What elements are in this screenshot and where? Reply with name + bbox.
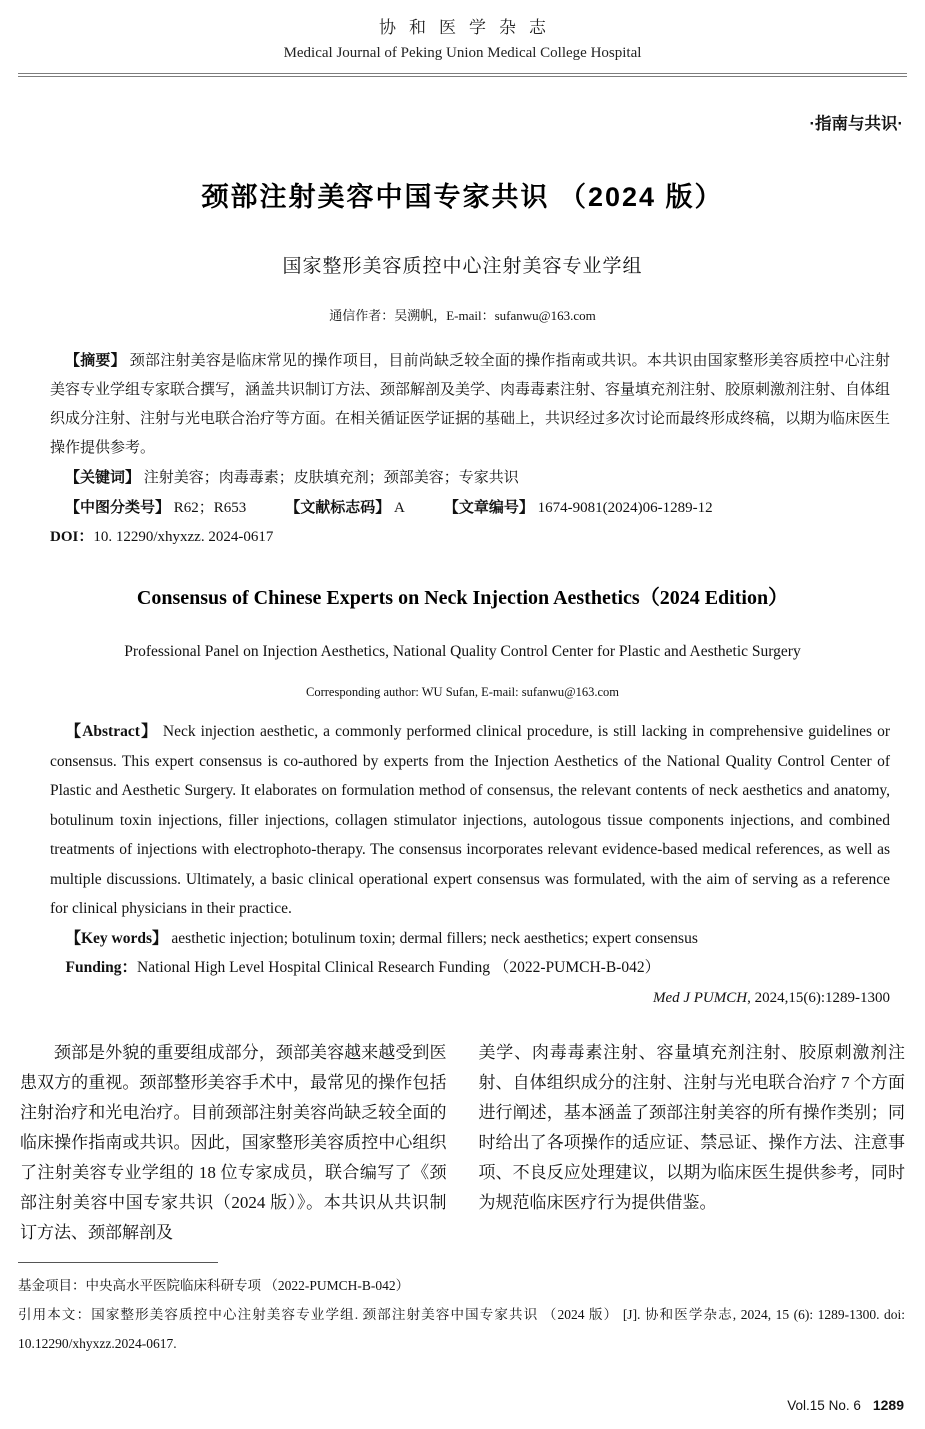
body-columns <box>20 1038 905 1248</box>
corresponding-author-cn: 通信作者：吴溯帆，E-mail：sufanwu@163.com <box>329 308 596 323</box>
journal-title-en: Medical Journal of Peking Union Medical College Hospital <box>283 45 642 61</box>
keywords-cn: 注射美容；肉毒毒素；皮肤填充剂；颈部美容；专家共识 <box>140 470 519 486</box>
doi-label: DOI： <box>50 529 94 545</box>
abstract-en <box>50 717 890 924</box>
clc-label: 【中图分类号】 <box>65 499 171 516</box>
author-group-cn: 国家整形美容质控中心注射美容专业学组 <box>282 256 643 277</box>
body-column-left <box>20 1038 447 1248</box>
funding-en: National High Level Hospital Clinical Research Funding （2022-PUMCH-B-042） <box>137 959 661 976</box>
abstract-label-cn: 【摘要】 <box>65 352 126 369</box>
clc-value: R62；R653 <box>170 500 247 516</box>
classification-line <box>50 493 890 523</box>
funding-line-en <box>50 953 890 983</box>
keywords-line-cn <box>50 463 890 493</box>
page-number: 1289 <box>872 1397 904 1413</box>
header-double-rule <box>18 73 907 77</box>
keywords-en: aesthetic injection; botulinum toxin; dermal fillers; neck aesthetics; expert consensus <box>167 929 698 947</box>
abstract-block-en <box>50 717 890 1013</box>
abstract-label-en: 【Abstract】 <box>65 723 158 740</box>
body-paragraph-left: 颈部是外貌的重要组成部分，颈部美容越来越受到医患双方的重视。颈部整形美容手术中，最常见的操作包括注射治疗和光电治疗。目前颈部注射美容尚缺乏较全面的临床操作指南或共识。因此，国家整形美容质控中心组织了注射美容专业学组的 18 位专家成员，联合编写了《颈部注射美容中国专家共识（2024 版）》。本共识从共识制订方法、颈部解剖及 <box>20 1043 447 1242</box>
doi-line <box>50 523 890 552</box>
keywords-line-en <box>50 924 890 954</box>
article-title-cn: 颈部注射美容中国专家共识 （2024 版） <box>201 182 724 212</box>
abstract-text-cn: 颈部注射美容是临床常见的操作项目，目前尚缺乏较全面的操作指南或共识。本共识由国家整形美容质控中心注射美容专业学组专家联合撰写，涵盖共识制订方法、颈部解剖及美学、肉毒毒素注射、容量填充剂注射、胶原刺激剂注射、自体组织成分注射、注射与光电联合治疗等方面。在相关循证医学证据的基础上，共识经过多次讨论而最终形成终稿，以期为临床医生操作提供参考。 <box>50 353 891 456</box>
volume-issue: Vol.15 No. 6 <box>787 1398 861 1413</box>
journal-title-cn: 协和医学杂志 <box>379 18 559 37</box>
doc-code-label: 【文献标志码】 <box>285 499 391 516</box>
abstract-text-en: Neck injection aesthetic, a commonly performed clinical procedure, is still lacking in comprehensive guidelines or consensus. This expert consensus is co-authored by experts from the Injection Aesthetics of the National Quality Control Center of Plastic and Aesthetic Surgery. It elaborates on formulation method of consensus, the relevant contents of neck aesthetics and anatomy, botulinum toxin injections, filler injections, collagen stimulator injections, autologous tissue components injections, and combined treatments of injections with electrophoto-therapy. The consensus incorporates relevant evidence-based medical references, as well as multiple discussions. Ultimately, a basic clinical operational expert consensus was formulated, with the aim of serving as a reference for clinical physicians in their practice. <box>50 723 890 917</box>
citation-journal-name: Med J PUMCH <box>652 989 748 1006</box>
footnote-area <box>0 1262 925 1358</box>
doi-value: 10. 12290/xhyxzz. 2024-0617 <box>93 529 274 545</box>
abstract-block-cn <box>50 346 890 552</box>
article-no-value: 1674-9081(2024)06-1289-12 <box>533 500 713 516</box>
keywords-label-en: 【Key words】 <box>65 929 168 947</box>
funding-label-en: Funding： <box>65 959 138 976</box>
body-column-right <box>479 1038 906 1248</box>
article-no-label: 【文章编号】 <box>443 499 534 516</box>
footnote-citation: 引用本文：国家整形美容质控中心注射美容专业学组. 颈部注射美容中国专家共识 （2024 版） [J]. 协和医学杂志, 2024, 15 (6): 1289-1300. doi: 10.12290/xhyxzz.2024-0617. <box>18 1307 905 1351</box>
doc-code-value: A <box>390 500 405 516</box>
body-paragraph-right: 美学、肉毒毒素注射、容量填充剂注射、胶原刺激剂注射、自体组织成分的注射、注射与光电联合治疗 7 个方面进行阐述，基本涵盖了颈部注射美容的所有操作类别；同时给出了各项操作的适应证、禁忌证、操作方法、注意事项、不良反应处理建议，以期为临床医生提供参考，同时为规范临床医疗行为提供借鉴。 <box>478 1043 905 1212</box>
section-tag: ·指南与共识· <box>809 115 903 133</box>
keywords-label-cn: 【关键词】 <box>65 469 141 486</box>
corresponding-author-en: Corresponding author: WU Sufan, E-mail: sufanwu@163.com <box>306 685 619 699</box>
author-group-en: Professional Panel on Injection Aesthetics, National Quality Control Center for Plastic and Aesthetic Surgery <box>124 643 801 660</box>
journal-citation <box>50 984 890 1014</box>
page-footer <box>787 1397 904 1413</box>
footnote-rule <box>18 1262 218 1263</box>
article-title-en: Consensus of Chinese Experts on Neck Injection Aesthetics（2024 Edition） <box>136 587 789 609</box>
citation-detail: , 2024,15(6):1289-1300 <box>747 989 890 1006</box>
abstract-cn <box>50 346 890 463</box>
footnote-funding: 基金项目：中央高水平医院临床科研专项 （2022-PUMCH-B-042） <box>18 1278 410 1293</box>
